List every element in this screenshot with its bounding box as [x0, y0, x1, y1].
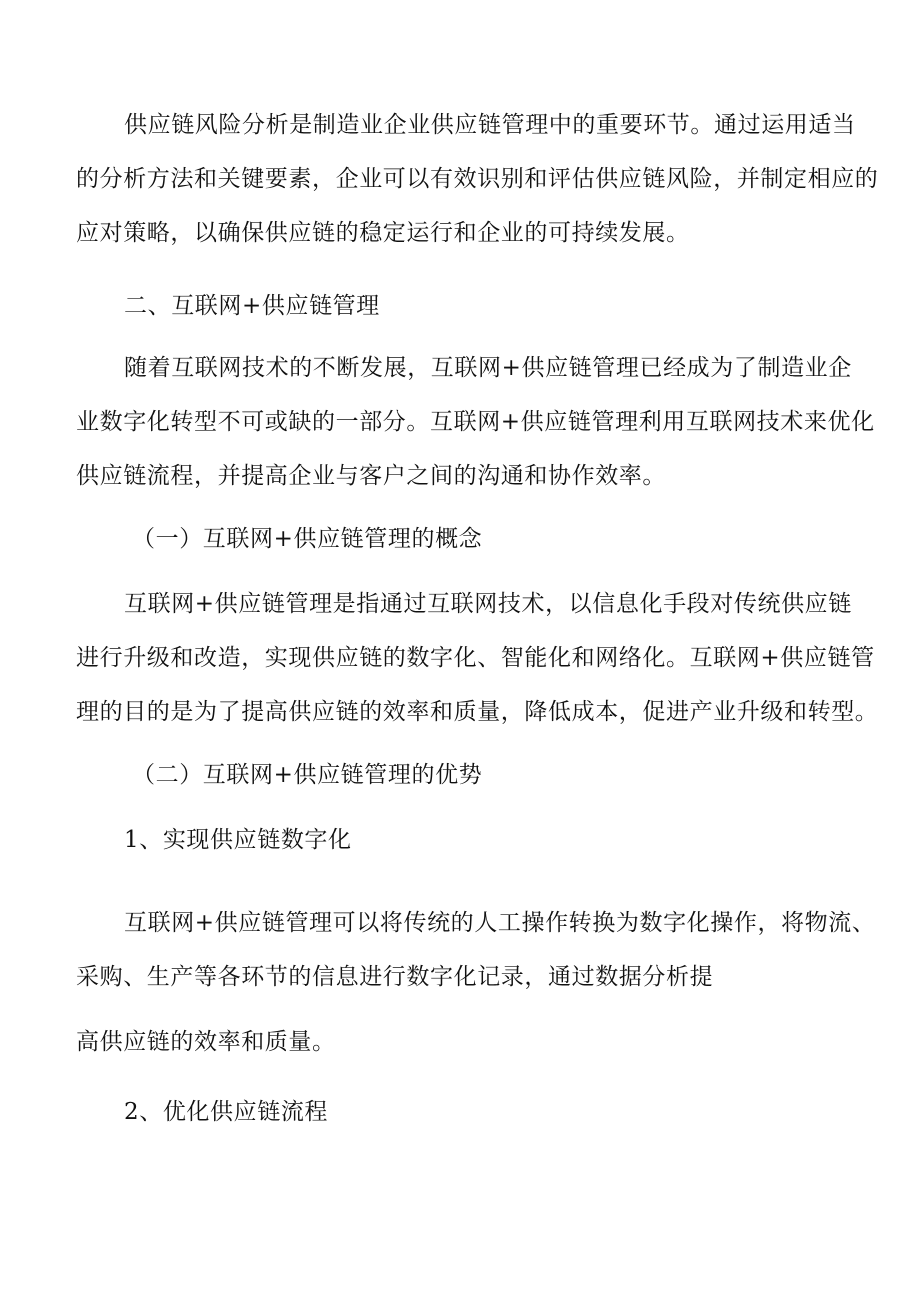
paragraph-3-line-3: 理的目的是为了提高供应链的效率和质量，降低成本，促进产业升级和转型。 [76, 699, 879, 725]
section-heading: 二、互联网+供应链管理 [124, 293, 380, 319]
paragraph-1-line-1: 供应链风险分析是制造业企业供应链管理中的重要环节。通过运用适当 [124, 112, 856, 138]
paragraph-4-line-1: 互联网+供应链管理可以将传统的人工操作转换为数字化操作，将物流、 [124, 910, 876, 936]
paragraph-3-line-1: 互联网+供应链管理是指通过互联网技术，以信息化手段对传统供应链 [124, 591, 852, 617]
paragraph-2-line-1: 随着互联网技术的不断发展，互联网+供应链管理已经成为了制造业企 [124, 355, 852, 381]
paragraph-4-line-3: 高供应链的效率和质量。 [76, 1029, 336, 1055]
paragraph-1-line-2: 的分析方法和关键要素，企业可以有效识别和评估供应链风险，并制定相应的 [76, 166, 879, 192]
item-2-heading: 2、优化供应链流程 [124, 1099, 329, 1125]
subheading-concept: （一）互联网+供应链管理的概念 [132, 526, 483, 552]
paragraph-2-line-3: 供应链流程，并提高企业与客户之间的沟通和协作效率。 [76, 463, 666, 489]
paragraph-1-line-3: 应对策略，以确保供应链的稳定运行和企业的可持续发展。 [76, 220, 690, 246]
subheading-advantages: （二）互联网+供应链管理的优势 [132, 762, 483, 788]
paragraph-4-line-2: 采购、生产等各环节的信息进行数字化记录，通过数据分析提 [76, 964, 714, 990]
paragraph-3-line-2: 进行升级和改造，实现供应链的数字化、智能化和网络化。互联网+供应链管 [76, 645, 875, 671]
item-1-heading: 1、实现供应链数字化 [124, 827, 352, 853]
paragraph-2-line-2: 业数字化转型不可或缺的一部分。互联网+供应链管理利用互联网技术来优化 [76, 409, 875, 435]
